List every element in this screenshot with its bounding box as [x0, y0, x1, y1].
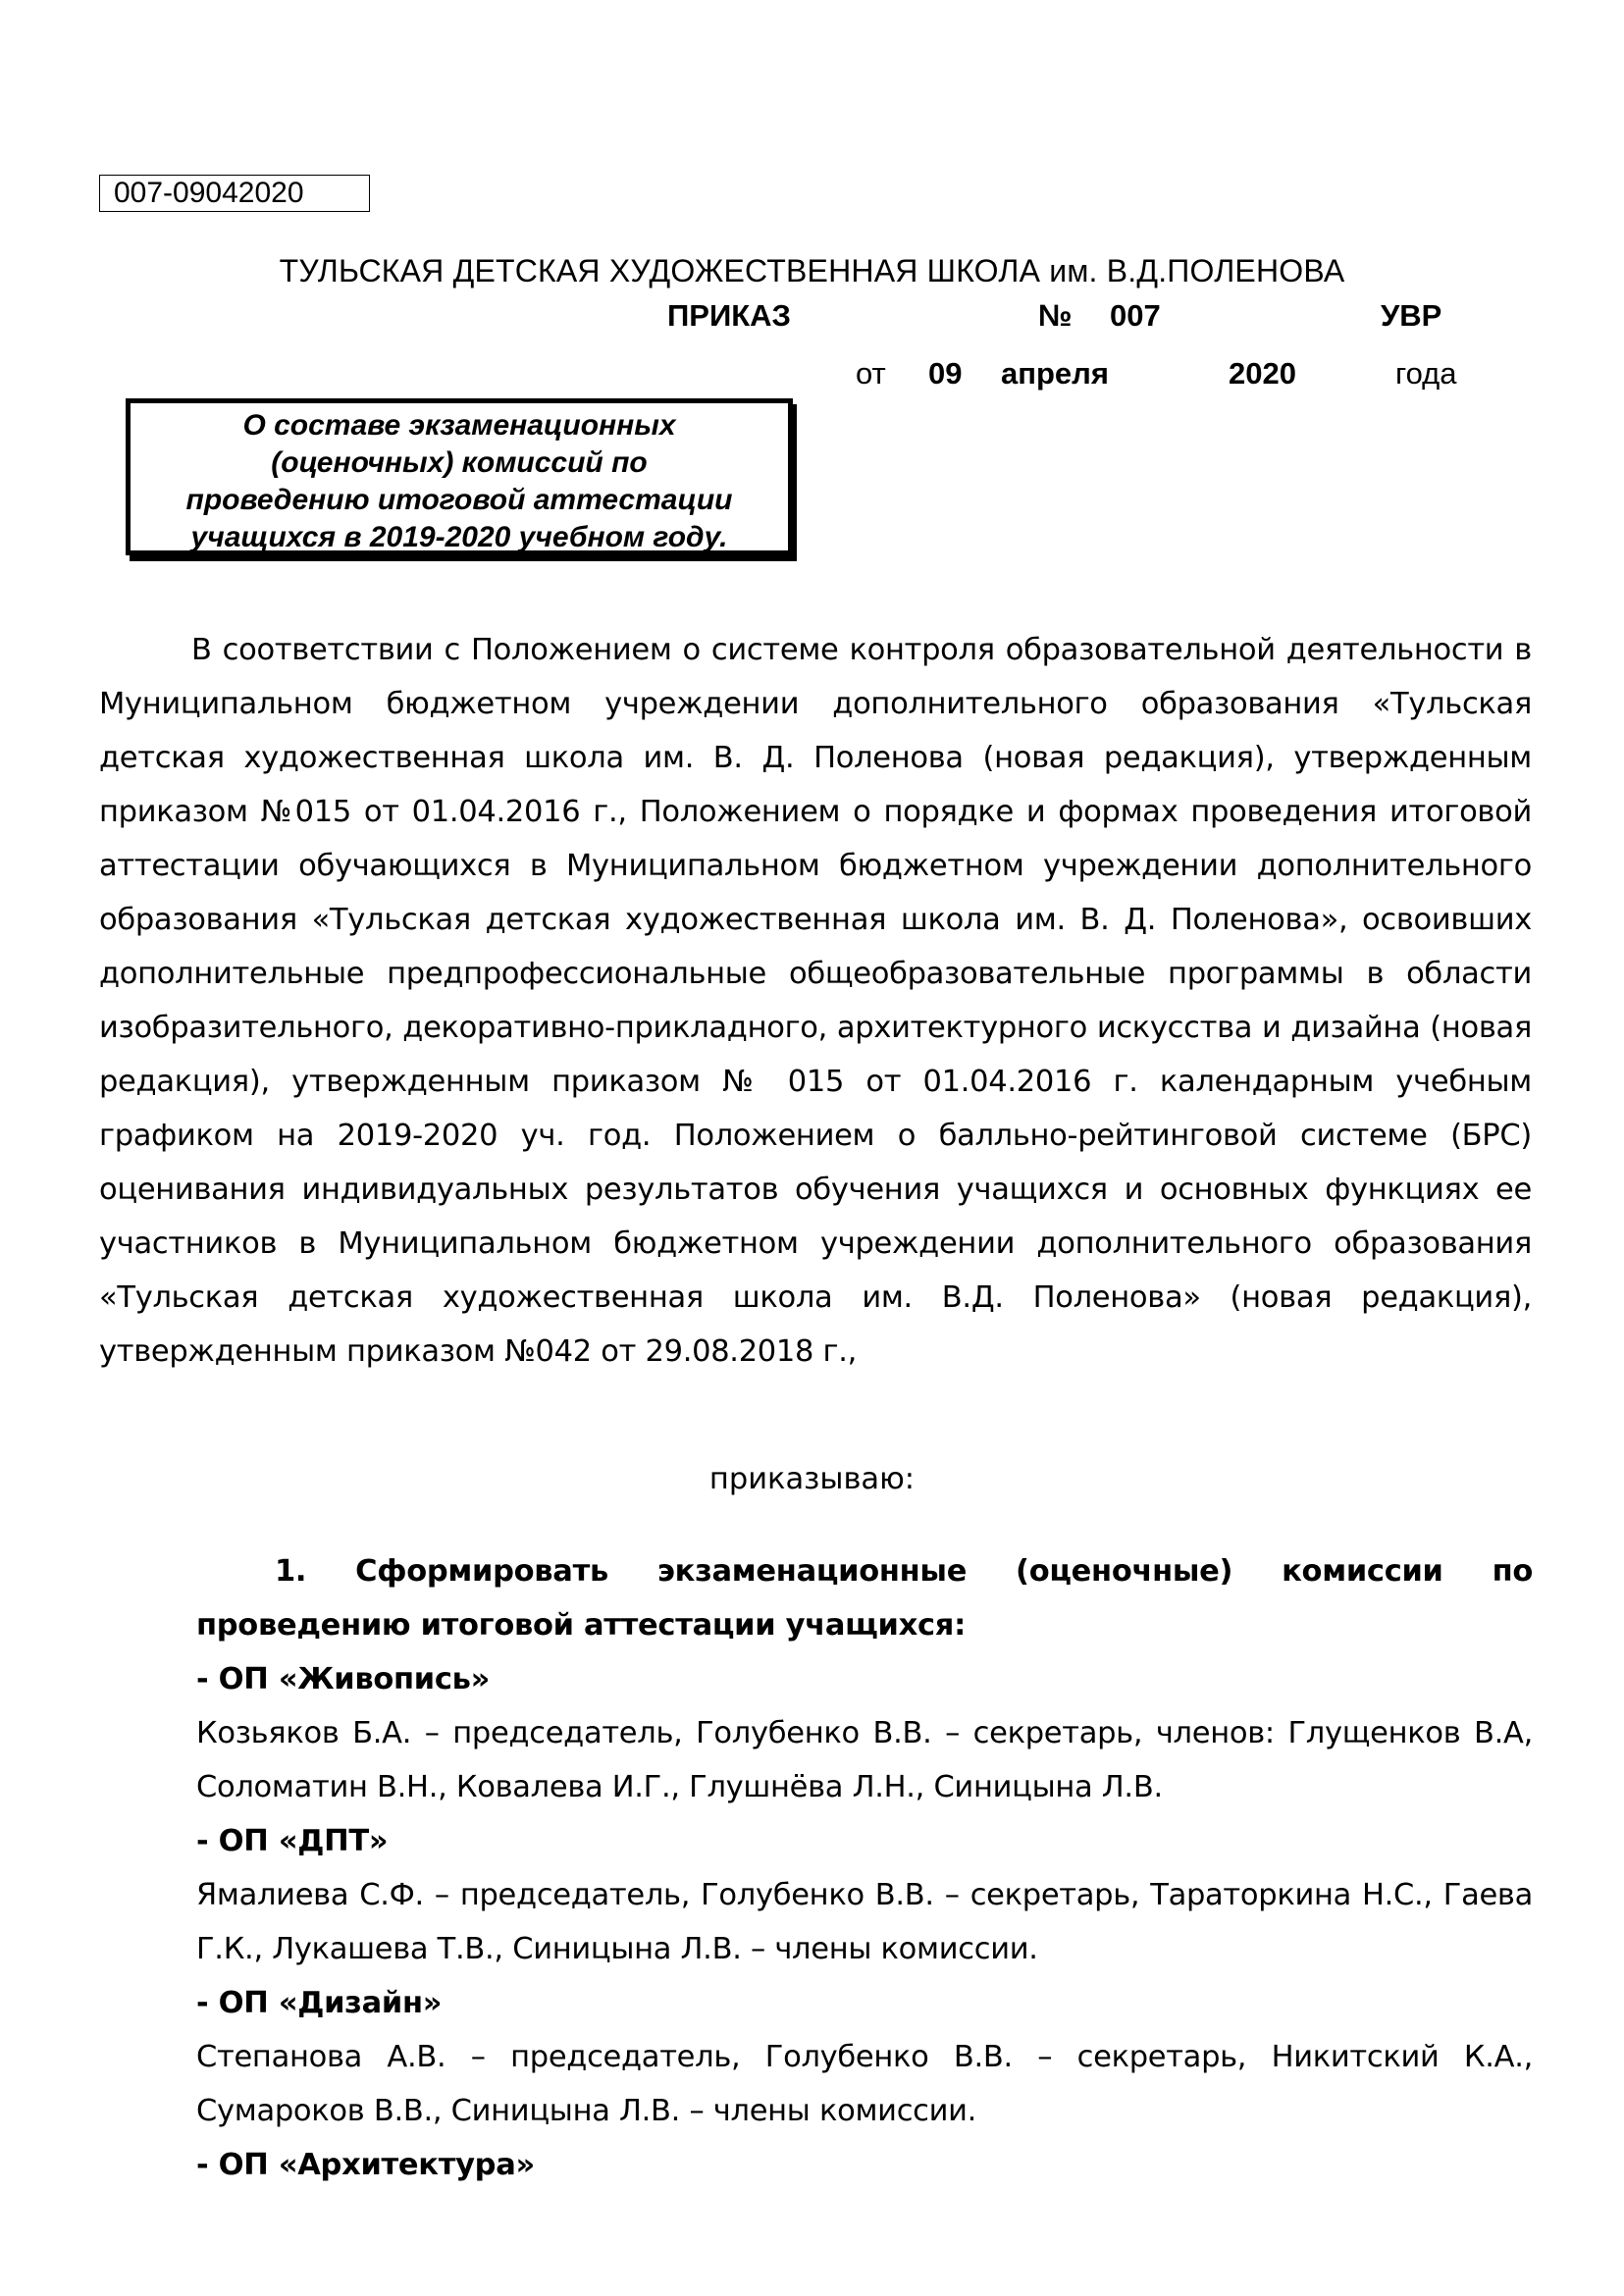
order-number: 007	[1110, 298, 1161, 333]
date-month: апреля	[1001, 356, 1109, 391]
document-code-box: 007-09042020	[99, 175, 370, 212]
order-subject-box	[126, 398, 793, 555]
commission-title: - ОП «Дизайн»	[196, 1986, 443, 2020]
subject-line: учащихся в 2019-2020 учебном году.	[190, 521, 728, 553]
organization-title: ТУЛЬСКАЯ ДЕТСКАЯ ХУДОЖЕСТВЕННАЯ ШКОЛА им. В.Д.ПОЛЕНОВА	[279, 253, 1345, 288]
commission-title: - ОП «Архитектура»	[196, 2148, 535, 2182]
item-1-heading: 1. Сформировать экзаменационные (оценочные) комиссии по проведению итоговой аттестации учащихся:	[196, 1554, 1533, 1643]
date-year: 2020	[1229, 356, 1296, 391]
commission-members: Степанова А.В. – председатель, Голубенко В.В. – секретарь, Никитский К.А., Сумароков В.В., Синицына Л.В. – члены комиссии.	[196, 2040, 1533, 2128]
order-directive-word: приказываю:	[708, 1462, 916, 1496]
order-label: ПРИКАЗ	[667, 298, 791, 333]
date-day: 09	[928, 356, 963, 391]
subject-line: проведению итоговой аттестации	[185, 484, 733, 516]
department-code: УВР	[1381, 298, 1442, 333]
number-sign: №	[1038, 298, 1073, 333]
commission-members: Козьяков Б.А. – председатель, Голубенко В.В. – секретарь, членов: Глущенков В.А, Соломатин В.Н., Ковалева И.Г., Глушнёва Л.Н., Синицына Л.В.	[196, 1716, 1533, 1804]
commission-title: - ОП «ДПТ»	[196, 1824, 389, 1858]
subject-line: (оценочных) комиссий по	[271, 446, 648, 479]
order-items	[196, 1544, 1533, 2192]
date-suffix: года	[1395, 356, 1457, 391]
subject-line: О составе экзаменационных	[242, 409, 676, 442]
preamble-paragraph	[99, 623, 1532, 1379]
commission-title: - ОП «Живопись»	[196, 1662, 491, 1696]
date-prefix: от	[856, 356, 886, 391]
commission-members: Ямалиева С.Ф. – председатель, Голубенко В.В. – секретарь, Тараторкина Н.С., Гаева Г.К., Лукашева Т.В., Синицына Л.В. – члены комиссии.	[196, 1878, 1533, 1966]
preamble-text: В соответствии с Положением о системе контроля образовательной деятельности в Муниципальном бюджетном учреждении дополнительного образования «Тульская детская художественная школа им. В. Д. Поленова (новая редакция), утвержденным приказом №015 от 01.04.2016 г., Положением о порядке и формах проведения итоговой аттестации обучающихся в Муниципальном бюджетном учреждении дополнительного образования «Тульская детская художественная школа им. В. Д. Поленова», освоивших дополнительные предпрофессиональные общеобразовательные программы в области изобразительного, декоративно-прикладного, архитектурного искусства и дизайна (новая редакция), утвержденным приказом № 015 от 01.04.2016 г. календарным учебным графиком на 2019-2020 уч. год. Положением о балльно-рейтинговой системе (БРС) оценивания индивидуальных результатов обучения учащихся и основных функциях ее участников в Муниципальном бюджетном учреждении дополнительного образования «Тульская детская художественная школа им. В.Д. Поленова» (новая редакция), утвержденным приказом №042 от 29.08.2018 г.,	[99, 633, 1532, 1369]
